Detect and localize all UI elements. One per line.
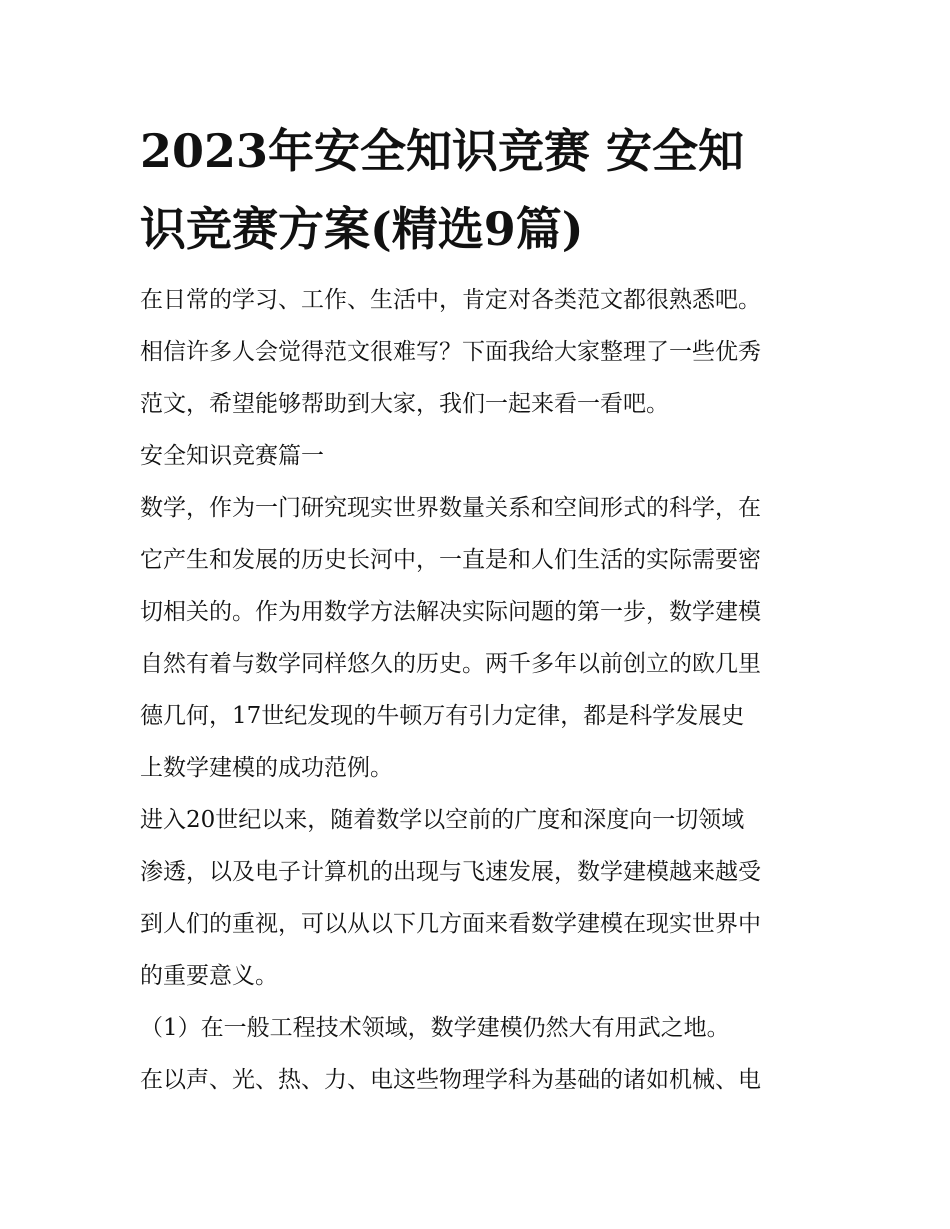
body-line: 进入20世纪以来，随着数学以空前的广度和深度向一切领域 xyxy=(140,807,745,833)
title-line-1: 2023年安全知识竞赛 安全知 xyxy=(140,124,745,178)
body-line: 相信许多人会觉得范文很难写？下面我给大家整理了一些优秀 xyxy=(140,339,761,365)
body-line: 数学，作为一门研究现实世界数量关系和空间形式的科学，在 xyxy=(140,495,761,521)
title-line-2: 识竞赛方案(精选9篇) xyxy=(140,202,584,256)
body-line: 在以声、光、热、力、电这些物理学科为基础的诸如机械、电 xyxy=(140,1067,761,1093)
body-line: 的重要意义。 xyxy=(140,963,278,989)
body-line: 渗透，以及电子计算机的出现与飞速发展，数学建模越来越受 xyxy=(140,859,761,885)
document-body xyxy=(140,274,820,1106)
document-title xyxy=(140,112,820,268)
body-line: 自然有着与数学同样悠久的历史。两千多年以前创立的欧几里 xyxy=(140,651,761,677)
body-line: 德几何，17世纪发现的牛顿万有引力定律，都是科学发展史 xyxy=(140,703,745,729)
body-line: 到人们的重视，可以从以下几方面来看数学建模在现实世界中 xyxy=(140,911,761,937)
body-line: 它产生和发展的历史长河中，一直是和人们生活的实际需要密 xyxy=(140,547,761,573)
body-line: 范文，希望能够帮助到大家，我们一起来看一看吧。 xyxy=(140,391,669,417)
body-line: 上数学建模的成功范例。 xyxy=(140,755,393,781)
body-line: 切相关的。作为用数学方法解决实际问题的第一步，数学建模 xyxy=(140,599,761,625)
body-line: （1）在一般工程技术领域，数学建模仍然大有用武之地。 xyxy=(140,1015,730,1041)
section-heading: 安全知识竞赛篇一 xyxy=(140,443,324,469)
body-line: 在日常的学习、工作、生活中，肯定对各类范文都很熟悉吧。 xyxy=(140,287,761,313)
